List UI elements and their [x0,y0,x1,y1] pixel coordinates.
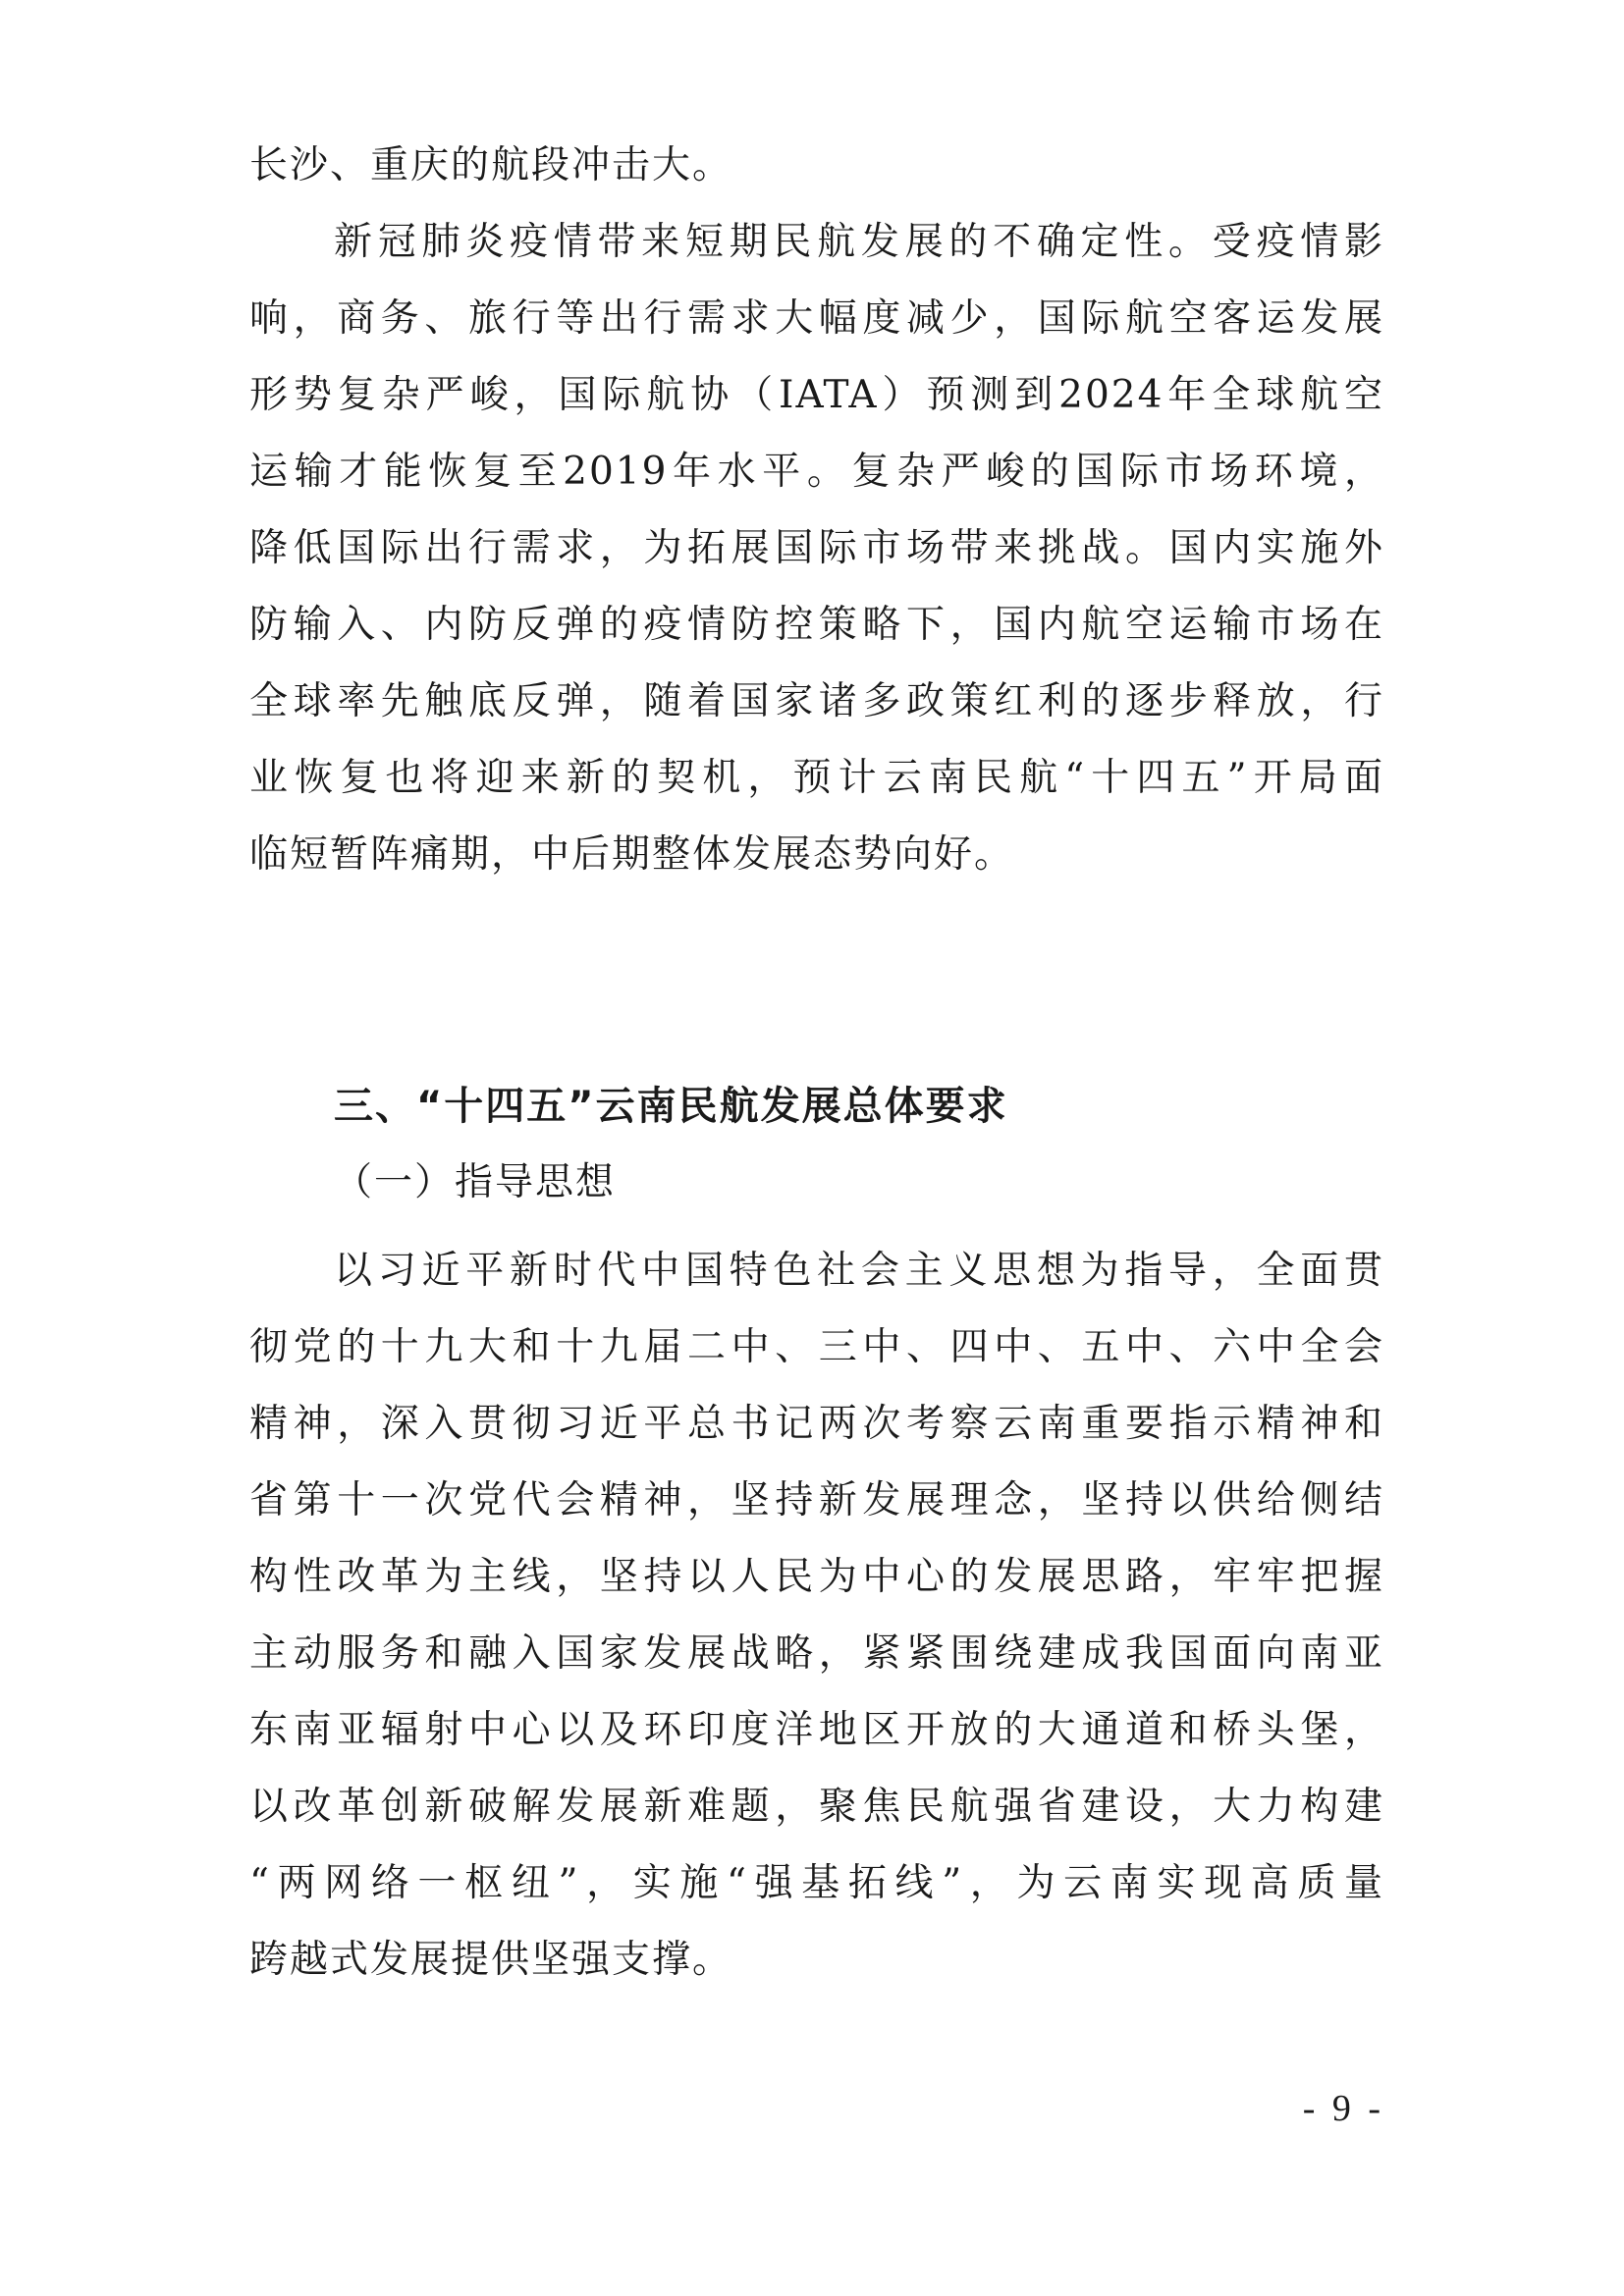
subsection-heading: （一）指导思想 [334,1160,617,1204]
paragraph-line: 形势复杂严峻，国际航协（IATA）预测到2024年全球航空 [249,373,1384,417]
paragraph-line: 以习近平新时代中国特色社会主义思想为指导，全面贯 [334,1249,1384,1293]
paragraph-line: 防输入、内防反弹的疫情防控策略下，国内航空运输市场在 [249,603,1384,647]
paragraph-line: 东南亚辐射中心以及环印度洋地区开放的大通道和桥头堡， [249,1708,1384,1752]
paragraph-line: 精神，深入贯彻习近平总书记两次考察云南重要指示精神和 [249,1402,1384,1446]
paragraph-line: 长沙、重庆的航段冲击大。 [249,143,733,187]
paragraph-line: 业恢复也将迎来新的契机，预计云南民航“十四五”开局面 [249,756,1384,800]
paragraph-line: 响，商务、旅行等出行需求大幅度减少，国际航空客运发展 [249,296,1384,341]
paragraph-line: “两网络一枢纽”，实施“强基拓线”，为云南实现高质量 [249,1861,1384,1905]
paragraph-pandemic [249,204,1384,893]
section-heading: 三、“十四五”云南民航发展总体要求 [334,1084,1008,1129]
paragraph-line: 彻党的十九大和十九届二中、三中、四中、五中、六中全会 [249,1325,1384,1369]
paragraph-line: 以改革创新破解发展新难题，聚焦民航强省建设，大力构建 [249,1785,1384,1829]
paragraph-line: 构性改革为主线，坚持以人民为中心的发展思路，牢牢把握 [249,1555,1384,1599]
paragraph-carryover [249,128,1384,204]
paragraph-line: 降低国际出行需求，为拓展国际市场带来挑战。国内实施外 [249,526,1384,570]
paragraph-line: 新冠肺炎疫情带来短期民航发展的不确定性。受疫情影 [334,220,1384,264]
paragraph-line: 全球率先触底反弹，随着国家诸多政策红利的逐步释放，行 [249,679,1384,723]
page-number: - 9 - [1302,2088,1384,2129]
paragraph-line: 主动服务和融入国家发展战略，紧紧围绕建成我国面向南亚 [249,1631,1384,1676]
paragraph-line: 运输才能恢复至2019年水平。复杂严峻的国际市场环境， [249,450,1384,494]
paragraph-line: 临短暂阵痛期，中后期整体发展态势向好。 [249,832,1015,877]
paragraph-line: 省第十一次党代会精神，坚持新发展理念，坚持以供给侧结 [249,1478,1384,1522]
paragraph-guiding-thought [249,1233,1384,1999]
paragraph-line: 跨越式发展提供坚强支撑。 [249,1938,733,1982]
